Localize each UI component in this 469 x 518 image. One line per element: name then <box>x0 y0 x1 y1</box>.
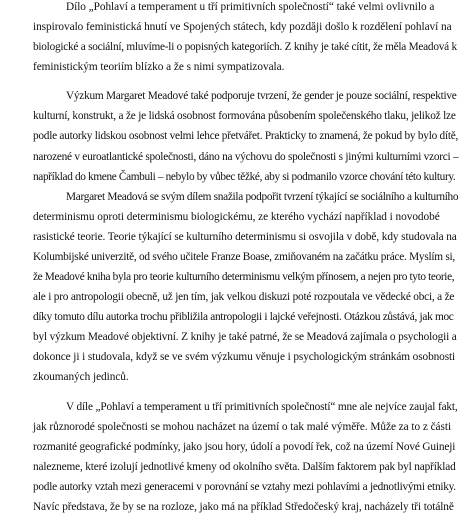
text-line: dokonce ji i studovala, když se ve svém výzkumu věnuje i psychologickým stránkám osobnosti <box>33 351 456 363</box>
text-line: nalezneme, které izolují jednotlivé kmeny od okolního světa. Dalším faktorem pak byl například <box>33 461 456 473</box>
text-line: kulturní, konstrukt, a že je lidská osobnost formována působením společenského tlaku, jelikož lze <box>33 110 456 122</box>
text-line: Výzkum Margaret Meadové také podporuje tvrzení, že gender je pouze sociální, respektive <box>66 90 457 102</box>
text-line: narozené v euroatlantické společnosti, dáno na výchovu do společnosti s jinými kulturními vzorci – <box>33 151 459 163</box>
text-line: například do kmene Čambuli – nebylo by vůbec těžké, aby si podmanilo vzorce chování této kultury. <box>33 171 456 183</box>
text-line: zkoumaných jedinců. <box>33 371 129 383</box>
text-line: inspirovalo feministická hnutí ve Spojených státech, kdy pozdăji došlo k rozdělení pohlaví na <box>33 21 452 33</box>
text-line: rasistické teorie. Teorie týkající se kulturního determinismu si osvojila v době, kdy studovala na <box>33 231 457 243</box>
text-line: determinismu oproti determinismu biologickému, ze kterého vychází například i novodobé <box>33 211 440 223</box>
text-line: byl výzkum Meadové objektivní. Z knihy je také patrné, že se Meadová zajímala o psychologii a <box>33 331 457 343</box>
text-line: jak různorodé společnosti se mohou nacházet na území o tak malé výměře. Může za to z části <box>33 421 452 433</box>
text-line: Dílo „Pohlaví a temperament u tří primitivních společností“ také velmi ovlivnilo a <box>66 1 435 13</box>
text-line: díky tomuto dílu autorka trochu přibližila antropologii i lajcké veřejnosti. Otázkou zůstává, jak moc <box>33 311 454 323</box>
text-line: biologické a sociální, mluvíme-li o popisných kategoriích. Z knihy je také cítit, že měla Meadová k <box>33 41 457 53</box>
text-line: ale i pro antropologii obecně, už jen tím, jak velkou diskuzi poté rozpoutala ve vědecké obci, a že <box>33 291 455 303</box>
text-line: rozmanité geografické podmínky, jako jsou hory, údolí a povodí řek, což na území Nové Guineji <box>33 441 456 453</box>
text-line: že Meadové kniha byla pro teorie kulturního determinismu velkým přínosem, a nejen pro tyto teorie, <box>33 271 455 283</box>
text-line: podle autorky lidskou osobnost velmi lehce přetvářet. Prakticky to znamená, že pokud by bylo dítě, <box>33 130 459 142</box>
text-line: V díle „Pohlaví a temperament u tří primitivních společností“ mne ale nejvíce zaujal fakt, <box>66 401 458 413</box>
text-line: feministickým teoriím blízko a že s nimi sympatizovala. <box>33 61 285 73</box>
text-line: Margaret Meadová se svým dílem snažila podpořit tvrzení týkající se sociálního a kulturního <box>66 191 459 203</box>
text-line: Navíc představa, že by se na rozloze, jako má na příklad Středočeský kraj, nacházely tři totálně <box>33 501 454 513</box>
text-line: Kolumbijské univerzitě, od svého učitele Franze Boase, zmiňovaném na začátku práce. Myslím si, <box>33 251 455 263</box>
text-line: podle autorky vztah mezi generacemi v porovnání se vztahy mezi pohlavími a jednotlivými etniky. <box>33 481 456 493</box>
